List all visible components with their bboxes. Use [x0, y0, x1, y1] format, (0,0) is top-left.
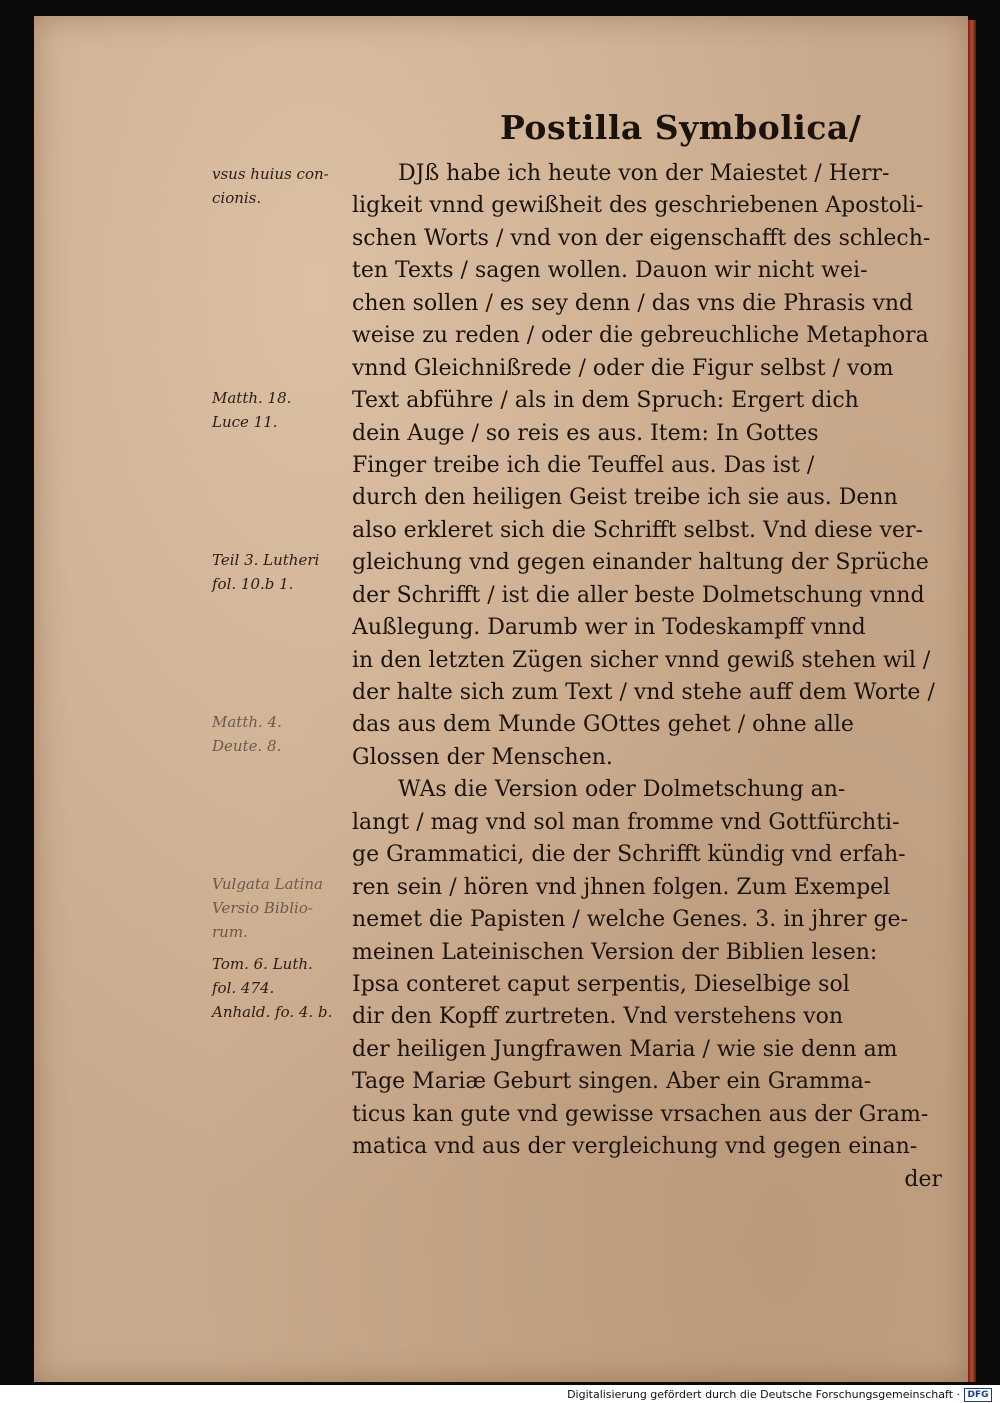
- text-line: ten Texts / sagen wollen. Dauon wir nicht wei-: [352, 258, 868, 284]
- text-line: ge Grammatici, die der Schrifft kündig vnd erfah-: [352, 842, 906, 868]
- text-line: Ipsa conteret caput serpentis, Dieselbige sol: [352, 971, 850, 997]
- text-line: chen sollen / es sey denn / das vns die Phrasis vnd: [352, 290, 914, 316]
- footer-bar: [0, 1385, 1000, 1403]
- text-line: meinen Lateinischen Version der Biblien lesen:: [352, 939, 878, 965]
- text-line: DJß habe ich heute von der Maiestet / Herr-: [398, 161, 890, 186]
- text-line: ren sein / hören vnd jhnen folgen. Zum Exempel: [352, 874, 891, 900]
- text-line: schen Worts / vnd von der eigenschafft des schlech-: [352, 225, 931, 251]
- text-line: der Schrifft / ist die aller beste Dolmetschung vnnd: [352, 582, 925, 608]
- text-line: das aus dem Munde GOttes gehet / ohne alle: [352, 712, 854, 738]
- text-line: Glossen der Menschen.: [352, 744, 613, 770]
- running-title: Postilla Symbolica/: [500, 108, 862, 147]
- text-line: vnnd Gleichnißrede / oder die Figur selbst / vom: [352, 355, 894, 381]
- text-line: Außlegung. Darumb wer in Todeskampff vnnd: [352, 615, 866, 641]
- text-line: matica vnd aus der vergleichung vnd gegen einan-: [352, 1134, 918, 1160]
- body-text: [352, 158, 942, 1196]
- margin-note: vsus huius con- cionis.: [212, 165, 329, 207]
- text-line: dein Auge / so reis es aus. Item: In Gottes: [352, 420, 819, 446]
- catchword: der: [904, 1166, 942, 1192]
- funding-notice: Digitalisierung gefördert durch die Deutsche Forschungsgemeinschaft ·: [567, 1388, 960, 1401]
- text-line: nemet die Papisten / welche Genes. 3. in jhrer ge-: [352, 907, 909, 933]
- text-line: ligkeit vnnd gewißheit des geschriebenen Apostoli-: [352, 193, 924, 219]
- text-line: dir den Kopff zurtreten. Vnd verstehens von: [352, 1004, 844, 1030]
- text-line: also erkleret sich die Schrifft selbst. Vnd diese ver-: [352, 517, 924, 543]
- text-line: durch den heiligen Geist treibe ich sie aus. Denn: [352, 485, 898, 511]
- margin-note: Matth. 18. Luce 11.: [212, 389, 292, 431]
- text-line: WAs die Version oder Dolmetschung an-: [398, 777, 846, 803]
- dfg-logo-icon: DFG: [964, 1388, 992, 1402]
- margin-note: Matth. 4. Deute. 8.: [212, 713, 282, 755]
- margin-note: Tom. 6. Luth. fol. 474. Anhald. fo. 4. b.: [212, 955, 333, 1021]
- text-line: Finger treibe ich die Teuffel aus. Das ist /: [352, 452, 815, 478]
- text-line: der heiligen Jungfrawen Maria / wie sie denn am: [352, 1036, 898, 1062]
- margin-note: Teil 3. Lutheri fol. 10.b 1.: [212, 551, 320, 593]
- text-line: langt / mag vnd sol man fromme vnd Gottfürchti-: [352, 809, 900, 835]
- text-line: ticus kan gute vnd gewisse vrsachen aus der Gram-: [352, 1101, 929, 1127]
- page-edge: [968, 20, 976, 1382]
- text-line: gleichung vnd gegen einander haltung der Sprüche: [352, 550, 929, 576]
- text-line: der halte sich zum Text / vnd stehe auff dem Worte /: [352, 680, 935, 705]
- text-line: in den letzten Zügen sicher vnnd gewiß stehen wil /: [352, 647, 931, 673]
- text-line: weise zu reden / oder die gebreuchliche Metaphora: [352, 323, 929, 349]
- margin-note: Vulgata Latina Versio Biblio- rum.: [212, 875, 323, 941]
- text-line: Tage Mariæ Geburt singen. Aber ein Gramma-: [352, 1069, 872, 1095]
- text-line: Text abführe / als in dem Spruch: Ergert dich: [352, 388, 859, 414]
